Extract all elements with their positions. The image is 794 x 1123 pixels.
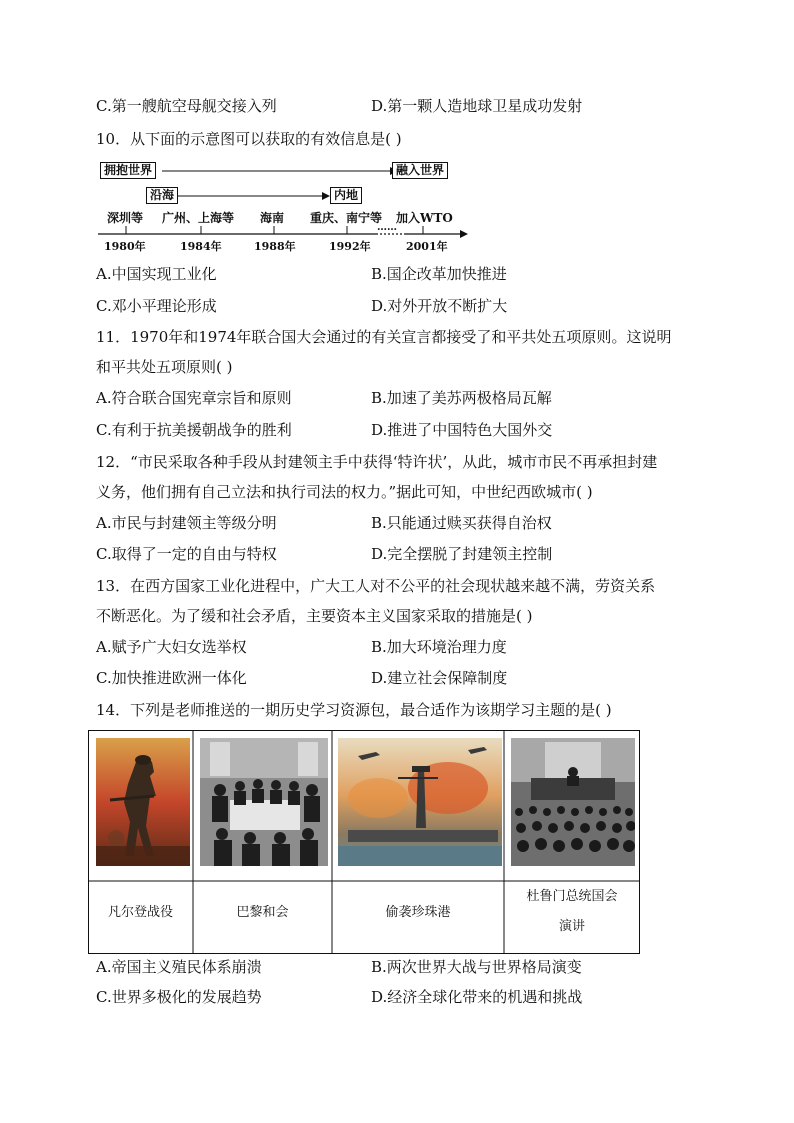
label-join-wto: 加入WTO bbox=[396, 211, 453, 225]
caption-truman-line2: 演讲 bbox=[558, 919, 585, 934]
truman-speech-image bbox=[511, 738, 635, 866]
timeline-ellipsis: …… bbox=[377, 222, 397, 233]
option-b: B.加速了美苏两极格局瓦解 bbox=[371, 389, 552, 407]
year-1980: 1980年 bbox=[104, 240, 146, 253]
question-12-stem-line1: 12．“市民采取各种手段从封建领主手中获得‘特许状’，从此，城市市民不再承担封建 bbox=[96, 453, 658, 471]
option-a: A.帝国主义殖民体系崩溃 bbox=[96, 958, 262, 976]
option-a: A.市民与封建领主等级分明 bbox=[96, 514, 277, 532]
box-embrace-world: 拥抱世界 bbox=[100, 162, 156, 179]
question-13-stem-line2: 不断恶化。为了缓和社会矛盾，主要资本主义国家采取的措施是( ) bbox=[96, 607, 533, 625]
option-a: A.中国实现工业化 bbox=[96, 265, 217, 283]
caption-truman-line1: 杜鲁门总统国会 bbox=[526, 889, 618, 904]
label-hainan: 海南 bbox=[260, 211, 285, 225]
option-d: D.经济全球化带来的机遇和挑战 bbox=[371, 988, 583, 1006]
option-a: A.赋予广大妇女选举权 bbox=[96, 638, 247, 656]
option-c: C.世界多极化的发展趋势 bbox=[96, 988, 262, 1006]
caption-pearl-harbor: 偷袭珍珠港 bbox=[385, 905, 451, 920]
verdun-poster-image bbox=[96, 738, 190, 866]
year-2001: 2001年 bbox=[406, 240, 448, 253]
timeline-diagram bbox=[96, 158, 476, 258]
question-10-stem: 10．从下面的示意图可以获取的有效信息是( ) bbox=[96, 130, 402, 148]
option-d: D.推进了中国特色大国外交 bbox=[371, 421, 553, 439]
option-a: A.符合联合国宪章宗旨和原则 bbox=[96, 389, 292, 407]
option-d: D.对外开放不断扩大 bbox=[371, 297, 508, 315]
option-b: B.国企改革加快推进 bbox=[371, 265, 507, 283]
option-c: C.邓小平理论形成 bbox=[96, 297, 217, 315]
option-b: B.两次世界大战与世界格局演变 bbox=[371, 958, 582, 976]
option-b: B.只能通过赎买获得自治权 bbox=[371, 514, 552, 532]
label-chongqing-nanning: 重庆、南宁等 bbox=[310, 211, 383, 225]
question-11-stem-line2: 和平共处五项原则( ) bbox=[96, 358, 233, 376]
box-inland: 内地 bbox=[330, 187, 362, 204]
option-c: C.第一艘航空母舰交接入列 bbox=[96, 97, 277, 115]
option-c: C.取得了一定的自由与特权 bbox=[96, 545, 277, 563]
question-13-stem-line1: 13．在西方国家工业化进程中，广大工人对不公平的社会现状越来越不满，劳资关系 bbox=[96, 577, 656, 595]
year-1988: 1988年 bbox=[254, 240, 296, 253]
caption-paris-conference: 巴黎和会 bbox=[236, 905, 289, 920]
label-shenzhen: 深圳等 bbox=[107, 211, 144, 225]
option-c: C.加快推进欧洲一体化 bbox=[96, 669, 247, 687]
option-d: D.完全摆脱了封建领主控制 bbox=[371, 545, 553, 563]
paris-peace-conference-image bbox=[200, 738, 328, 866]
option-b: B.加大环境治理力度 bbox=[371, 638, 507, 656]
option-d: D.第一颗人造地球卫星成功发射 bbox=[371, 97, 583, 115]
resource-table bbox=[88, 730, 640, 954]
question-14-stem: 14．下列是老师推送的一期历史学习资源包，最合适作为该期学习主题的是( ) bbox=[96, 701, 612, 719]
question-12-stem-line2: 义务，他们拥有自己立法和执行司法的权力。”据此可知，中世纪西欧城市( ) bbox=[96, 483, 593, 501]
box-coast: 沿海 bbox=[146, 187, 178, 204]
year-1984: 1984年 bbox=[180, 240, 222, 253]
box-integrate-world: 融入世界 bbox=[392, 162, 448, 179]
pearl-harbor-image bbox=[338, 738, 502, 866]
option-c: C.有利于抗美援朝战争的胜利 bbox=[96, 421, 292, 439]
option-d: D.建立社会保障制度 bbox=[371, 669, 508, 687]
caption-verdun: 凡尔登战役 bbox=[107, 905, 173, 920]
question-11-stem-line1: 11．1970年和1974年联合国大会通过的有关宣言都接受了和平共处五项原则。这说明 bbox=[96, 328, 672, 346]
year-1992: 1992年 bbox=[329, 240, 371, 253]
label-guangzhou-shanghai: 广州、上海等 bbox=[162, 211, 235, 225]
